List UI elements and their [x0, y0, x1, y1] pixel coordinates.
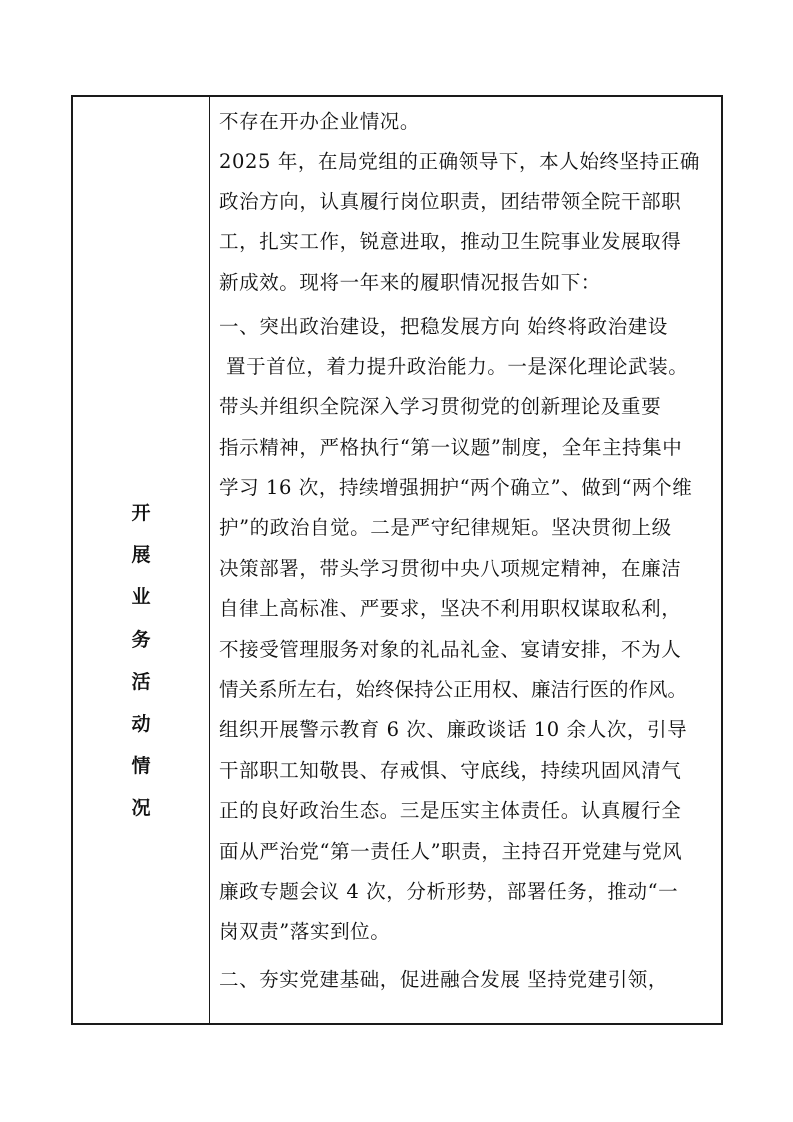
- content-line: 政治方向，认真履行岗位职责，团结带领全院干部职: [219, 190, 682, 213]
- content-line: 决策部署，带头学习贯彻中央八项规定精神，在廉洁: [219, 557, 682, 580]
- content-line: 一、突出政治建设，把稳发展方向 始终将政治建设: [219, 315, 668, 338]
- content-line: 不存在开办企业情况。: [219, 110, 421, 133]
- section-label-char: 情: [131, 755, 151, 778]
- content-line: 指示精神，严格执行“第一议题”制度，全年主持集中: [219, 436, 683, 459]
- section-label-char: 动: [131, 712, 151, 735]
- section-label-char: 况: [131, 797, 151, 820]
- section-label-char: 务: [131, 628, 151, 651]
- content-line: 组织开展警示教育 6 次、廉政谈话 10 余人次，引导: [219, 718, 688, 741]
- content-line: 情关系所左右，始终保持公正用权、廉洁行医的作风。: [219, 678, 688, 701]
- section-label-char: 展: [131, 544, 151, 567]
- section-label-char: 开: [131, 502, 151, 524]
- report-table: [71, 95, 723, 1025]
- content-line: 干部职工知敬畏、存戒惧、守底线，持续巩固风清气: [219, 759, 682, 782]
- content-line: 工，扎实工作，锐意进取，推动卫生院事业发展取得: [219, 230, 682, 253]
- content-line: 岗双责”落实到位。: [219, 920, 391, 943]
- content-line: 廉政专题会议 4 次，分析形势，部署任务，推动“一: [219, 880, 679, 903]
- content-line: 自律上高标准、严要求，坚决不利用职权谋取私利，: [219, 597, 682, 620]
- content-line: 正的良好政治生态。三是压实主体责任。认真履行全: [219, 799, 682, 822]
- content-line: 二、夯实党建基础，促进融合发展 坚持党建引领，: [219, 968, 668, 991]
- content-cell: [210, 97, 721, 1023]
- content-line: 带头并组织全院深入学习贯彻党的创新理论及重要: [219, 395, 662, 418]
- section-label-char: 活: [131, 670, 151, 693]
- content-line: 2025 年，在局党组的正确领导下，本人始终坚持正确: [219, 150, 700, 173]
- content-line: 不接受管理服务对象的礼品礼金、宴请安排，不为人: [219, 638, 682, 661]
- content-line: 面从严治党“第一责任人”职责，主持召开党建与党风: [219, 840, 683, 863]
- content-line: 学习 16 次，持续增强拥护“两个确立”、做到“两个维: [219, 476, 693, 499]
- section-label-char: 业: [131, 586, 151, 609]
- content-line: 置于首位，着力提升政治能力。一是深化理论武装。: [226, 355, 689, 378]
- content-line: 新成效。现将一年来的履职情况报告如下：: [219, 271, 601, 294]
- content-line: 护”的政治自觉。二是严守纪律规矩。坚决贯彻上级: [219, 516, 672, 539]
- section-label: [73, 492, 209, 830]
- section-label-cell: [73, 97, 210, 1023]
